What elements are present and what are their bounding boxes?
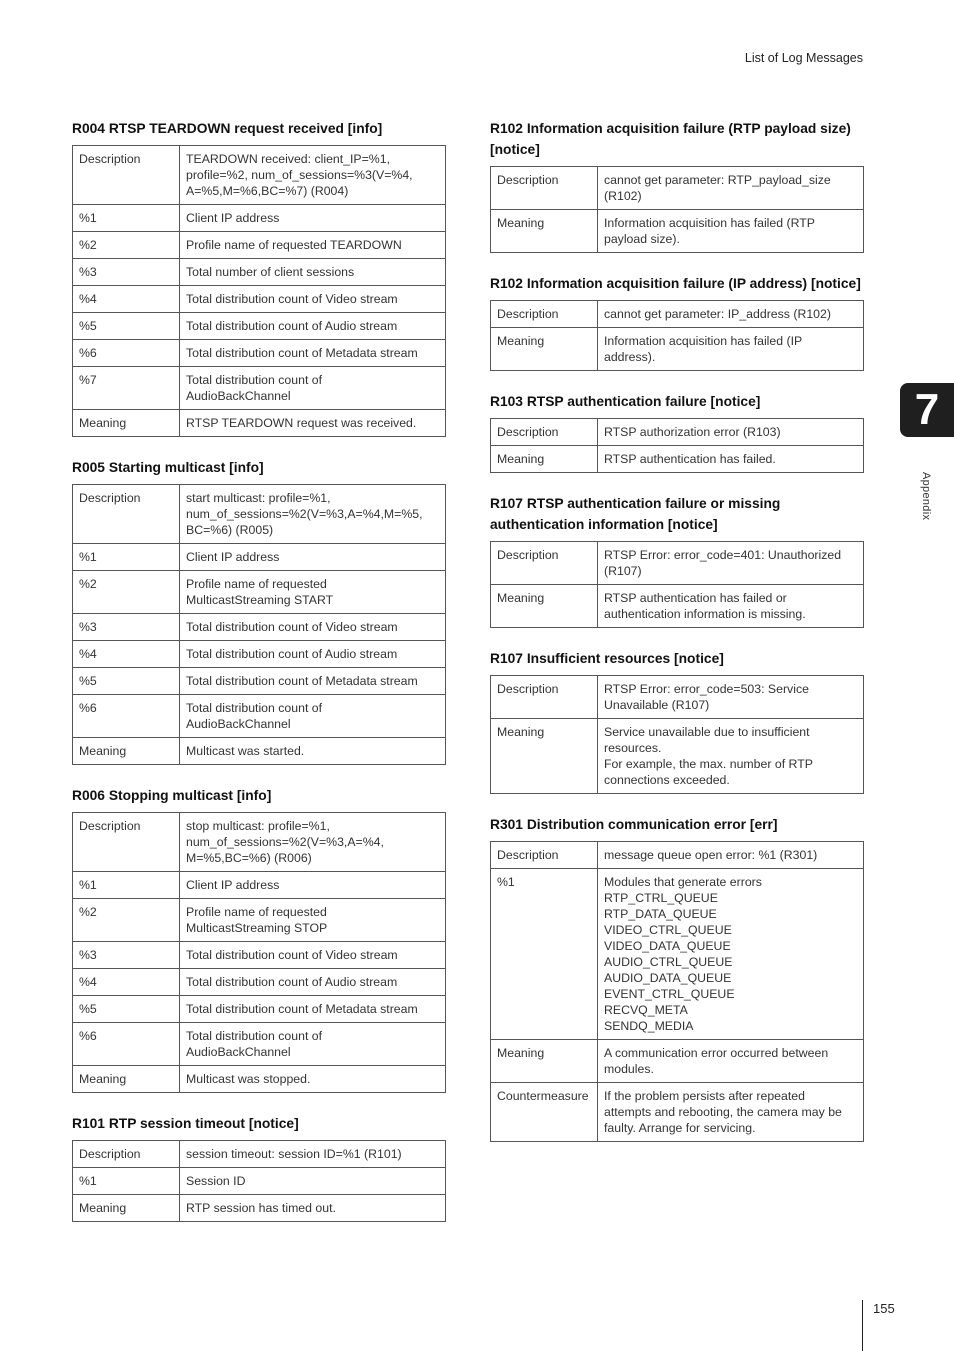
row-key: Meaning [491, 585, 598, 628]
row-key: Description [491, 301, 598, 328]
table-row [73, 668, 446, 695]
section-title: R107 RTSP authentication failure or missing authentication information [notice] [490, 496, 781, 532]
row-value: Modules that generate errors RTP_CTRL_QUEUE RTP_DATA_QUEUE VIDEO_CTRL_QUEUE VIDEO_DATA_QUEUE AUDIO_CTRL_QUEUE AUDIO_DATA_QUEUE EVENT_CTRL_QUEUE RECVQ_META SENDQ_MEDIA [598, 869, 864, 1040]
section-title: R005 Starting multicast [info] [72, 460, 264, 475]
section-title: R006 Stopping multicast [info] [72, 788, 272, 803]
row-value: start multicast: profile=%1, num_of_sessions=%2(V=%3,A=%4,M=%5, BC=%6) (R005) [180, 485, 446, 544]
row-value: Multicast was started. [180, 738, 446, 765]
table-row [73, 1195, 446, 1222]
log-table [490, 300, 864, 371]
section-title: R101 RTP session timeout [notice] [72, 1116, 299, 1131]
page-header-title: List of Log Messages [744, 51, 863, 65]
row-value: cannot get parameter: RTP_payload_size (R102) [598, 167, 864, 210]
table-row [73, 485, 446, 544]
log-table [72, 145, 446, 437]
log-section [490, 648, 864, 794]
row-value: session timeout: session ID=%1 (R101) [180, 1141, 446, 1168]
table-row [491, 676, 864, 719]
row-key: Meaning [73, 738, 180, 765]
table-row [491, 446, 864, 473]
page-number-divider [862, 1300, 863, 1351]
row-key: %3 [73, 614, 180, 641]
row-key: Meaning [73, 1066, 180, 1093]
table-row [491, 1040, 864, 1083]
section-title: R301 Distribution communication error [err] [490, 817, 778, 832]
row-value: Information acquisition has failed (IP address). [598, 328, 864, 371]
chapter-label: Appendix [920, 472, 932, 521]
log-section [72, 118, 446, 437]
row-key: %1 [73, 544, 180, 571]
row-key: %1 [73, 205, 180, 232]
row-value: Multicast was stopped. [180, 1066, 446, 1093]
row-value: Total number of client sessions [180, 259, 446, 286]
row-value: TEARDOWN received: client_IP=%1, profile=%2, num_of_sessions=%3(V=%4, A=%5,M=%6,BC=%7) (R004) [180, 146, 446, 205]
row-key: %6 [73, 1023, 180, 1066]
row-value: Profile name of requested TEARDOWN [180, 232, 446, 259]
row-key: %6 [73, 340, 180, 367]
row-value: Service unavailable due to insufficient resources. For example, the max. number of RTP connections exceeded. [598, 719, 864, 794]
row-value: Total distribution count of Video stream [180, 614, 446, 641]
table-row [73, 1023, 446, 1066]
row-key: Meaning [73, 410, 180, 437]
row-key: %2 [73, 899, 180, 942]
log-section [72, 785, 446, 1093]
row-key: %2 [73, 571, 180, 614]
row-key: %4 [73, 286, 180, 313]
row-value: RTSP authentication has failed. [598, 446, 864, 473]
row-key: Description [491, 542, 598, 585]
table-row [73, 367, 446, 410]
row-value: RTSP TEARDOWN request was received. [180, 410, 446, 437]
section-title: R004 RTSP TEARDOWN request received [info] [72, 121, 383, 136]
log-section [72, 457, 446, 765]
table-row [73, 996, 446, 1023]
table-row [73, 738, 446, 765]
table-row [491, 167, 864, 210]
row-key: %5 [73, 996, 180, 1023]
row-key: Description [73, 146, 180, 205]
row-key: %3 [73, 942, 180, 969]
row-value: Total distribution count of Metadata stream [180, 996, 446, 1023]
log-table [490, 675, 864, 794]
chapter-tab: 7 [900, 383, 954, 437]
row-key: %2 [73, 232, 180, 259]
table-row [491, 1083, 864, 1142]
row-key: Description [491, 419, 598, 446]
table-row [73, 313, 446, 340]
row-key: Description [491, 842, 598, 869]
page-number: 155 [873, 1301, 895, 1316]
section-title: R102 Information acquisition failure (RTP payload size) [notice] [490, 121, 851, 157]
table-row [491, 542, 864, 585]
row-value: Client IP address [180, 872, 446, 899]
row-value: RTSP authentication has failed or authentication information is missing. [598, 585, 864, 628]
table-row [491, 842, 864, 869]
row-key: %1 [491, 869, 598, 1040]
table-row [491, 301, 864, 328]
right-column [490, 118, 864, 1162]
table-row [73, 695, 446, 738]
row-key: Description [73, 813, 180, 872]
row-key: Meaning [491, 328, 598, 371]
row-value: RTSP authorization error (R103) [598, 419, 864, 446]
table-row [73, 286, 446, 313]
row-value: If the problem persists after repeated attempts and rebooting, the camera may be faulty. Arrange for servicing. [598, 1083, 864, 1142]
table-row [73, 340, 446, 367]
table-row [73, 146, 446, 205]
row-value: Profile name of requested MulticastStreaming STOP [180, 899, 446, 942]
table-row [491, 585, 864, 628]
row-value: Client IP address [180, 544, 446, 571]
row-key: Meaning [491, 446, 598, 473]
table-row [73, 544, 446, 571]
left-column [72, 118, 446, 1242]
row-key: Description [491, 676, 598, 719]
row-value: message queue open error: %1 (R301) [598, 842, 864, 869]
row-key: Meaning [491, 1040, 598, 1083]
row-value: stop multicast: profile=%1, num_of_sessions=%2(V=%3,A=%4, M=%5,BC=%6) (R006) [180, 813, 446, 872]
section-title: R107 Insufficient resources [notice] [490, 651, 724, 666]
row-value: RTSP Error: error_code=401: Unauthorized (R107) [598, 542, 864, 585]
log-table [490, 418, 864, 473]
row-value: Information acquisition has failed (RTP payload size). [598, 210, 864, 253]
log-section [490, 391, 864, 473]
row-value: Session ID [180, 1168, 446, 1195]
section-title: R103 RTSP authentication failure [notice] [490, 394, 761, 409]
row-key: Meaning [491, 719, 598, 794]
row-value: Profile name of requested MulticastStreaming START [180, 571, 446, 614]
row-value: Total distribution count of Video stream [180, 942, 446, 969]
row-value: Total distribution count of AudioBackChannel [180, 367, 446, 410]
table-row [73, 410, 446, 437]
row-value: RTSP Error: error_code=503: Service Unavailable (R107) [598, 676, 864, 719]
table-row [73, 1066, 446, 1093]
table-row [73, 899, 446, 942]
row-value: Total distribution count of Audio stream [180, 313, 446, 340]
row-value: Total distribution count of Video stream [180, 286, 446, 313]
table-row [73, 1168, 446, 1195]
log-table [72, 812, 446, 1093]
row-key: %1 [73, 872, 180, 899]
row-value: RTP session has timed out. [180, 1195, 446, 1222]
row-key: %1 [73, 1168, 180, 1195]
log-section [72, 1113, 446, 1222]
table-row [491, 328, 864, 371]
log-table [72, 484, 446, 765]
row-key: %5 [73, 668, 180, 695]
row-key: %4 [73, 969, 180, 996]
row-value: Total distribution count of Audio stream [180, 641, 446, 668]
log-section [490, 814, 864, 1142]
row-key: Meaning [491, 210, 598, 253]
log-table [72, 1140, 446, 1222]
table-row [73, 614, 446, 641]
row-key: %5 [73, 313, 180, 340]
table-row [73, 813, 446, 872]
row-key: Description [491, 167, 598, 210]
table-row [491, 719, 864, 794]
log-section [490, 273, 864, 371]
row-key: %3 [73, 259, 180, 286]
row-value: Total distribution count of Metadata stream [180, 340, 446, 367]
log-table [490, 166, 864, 253]
row-key: Countermeasure [491, 1083, 598, 1142]
table-row [73, 872, 446, 899]
row-value: Total distribution count of Audio stream [180, 969, 446, 996]
row-key: Description [73, 1141, 180, 1168]
table-row [73, 969, 446, 996]
row-value: Total distribution count of AudioBackChannel [180, 695, 446, 738]
table-row [73, 259, 446, 286]
log-table [490, 541, 864, 628]
table-row [73, 1141, 446, 1168]
table-row [73, 205, 446, 232]
table-row [73, 641, 446, 668]
table-row [73, 571, 446, 614]
table-row [73, 232, 446, 259]
table-row [491, 210, 864, 253]
row-value: cannot get parameter: IP_address (R102) [598, 301, 864, 328]
log-table [490, 841, 864, 1142]
section-title: R102 Information acquisition failure (IP address) [notice] [490, 276, 861, 291]
log-section [490, 493, 864, 628]
row-value: Total distribution count of AudioBackChannel [180, 1023, 446, 1066]
table-row [491, 869, 864, 1040]
row-key: Meaning [73, 1195, 180, 1222]
row-key: %6 [73, 695, 180, 738]
log-section [490, 118, 864, 253]
row-key: %7 [73, 367, 180, 410]
table-row [73, 942, 446, 969]
table-row [491, 419, 864, 446]
row-value: A communication error occurred between modules. [598, 1040, 864, 1083]
row-key: %4 [73, 641, 180, 668]
row-value: Total distribution count of Metadata stream [180, 668, 446, 695]
row-value: Client IP address [180, 205, 446, 232]
row-key: Description [73, 485, 180, 544]
